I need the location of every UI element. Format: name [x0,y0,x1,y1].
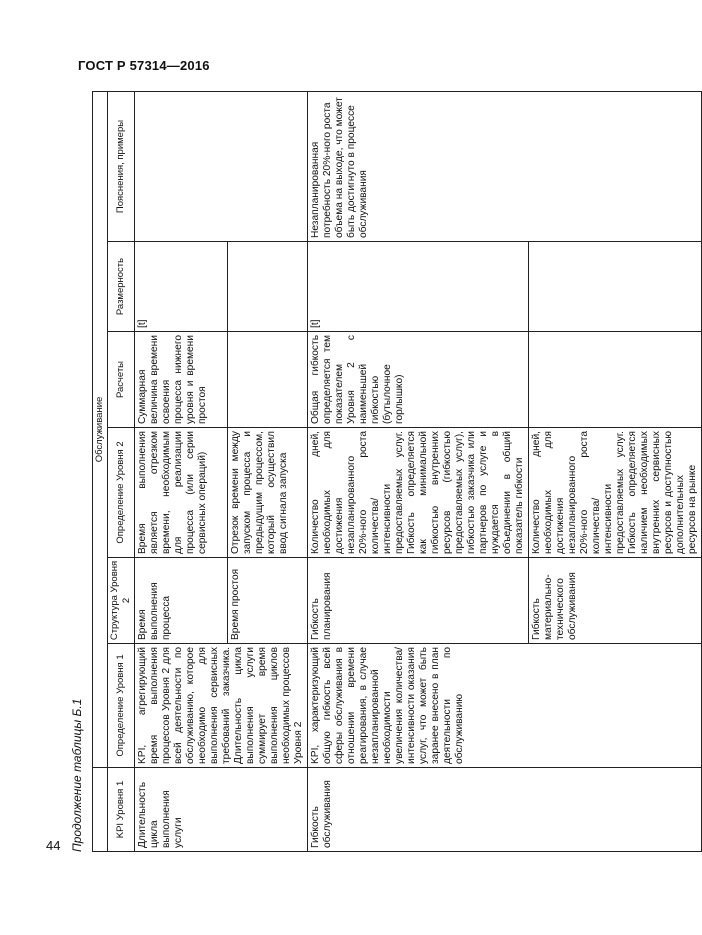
kpi-level1-cell: Гибкость обслуживания [308,768,702,852]
structure-level2-cell: Гибкость планирования [308,558,529,644]
table-row [308,91,529,851]
column-header: Размерность [108,242,135,332]
definition-level2-cell: Количество дней, необходимых для достижения незапланированного 20%-ного роста количества/интенсивности предоставляемых услуг. Гибкость определяется наличием необходимых внутренних сервисных ресурсов и доступностью дополнительных ресурсов на рынке [529,428,702,558]
unit-cell [529,242,702,332]
structure-level2-cell: Время простоя [228,558,308,644]
calculation-cell: Суммарная величина времени освоения процесса нижнего уровня и времени простоя [135,332,228,428]
unit-cell: [t] [135,242,228,332]
column-header: Определение Уровня 2 [108,428,135,558]
definition-level2-cell: Количество дней, необходимых для достижения незапланированного 20%-ного роста количества/интенсивности предоставляемых услуг. Гибкость определяется как минимальной гибкостью внутренних ресурсов (гибкостью предоставляемых услуг), гибкостью заказчика или партнеров по услуге и нуждается в объединении в общий показатель гибкости [308,428,529,558]
notes-cell [135,91,308,241]
group-header-spacer [93,768,108,852]
calculation-cell [529,332,702,428]
rotated-table-area [70,92,698,852]
calculation-cell [228,332,308,428]
unit-cell [228,242,308,332]
definition-level2-cell: Отрезок времени между запуском процесса и предыдущим процессом, который осуществил ввод сигнала запуска [228,428,308,558]
structure-level2-cell: Гибкость материально-технического обслуживания [529,558,702,644]
page-number: 44 [46,838,61,853]
kpi-table [92,91,702,852]
column-header: Определение Уровня 1 [108,644,135,768]
column-header: Расчеты [108,332,135,428]
definition-level2-cell: Время выполнения является отрезком времени, необходимым для реализации процесса (или серии сервисных операций) [135,428,228,558]
structure-level2-cell: Время выполнения процесса [135,558,228,644]
column-header: Структура Уровня 2 [108,558,135,644]
group-header: Обслуживание [93,91,108,767]
definition-level1-cell: KPI, агрегирующий время выполнения процессов Уровня 2 для всей деятельности по обслуживанию, которое необходимо для выполнения сервисных требований заказчика. Длительность цикла выполнения услуги суммирует время выполнения циклов необходимых процессов Уровня 2 [135,644,308,768]
table-caption: Продолжение таблицы Б.1 [70,698,84,852]
kpi-level1-cell: Длительность цикла выполнения услуги [135,768,308,852]
calculation-cell: Общая гибкость определяется тем показателем Уровня 2 с наименьшей гибкостью (бутылочное горлышко) [308,332,529,428]
unit-cell: [t] [308,242,529,332]
definition-level1-cell: KPI, характеризующий общую гибкость всей сферы обслуживания в отношении времени реагирования, в случае незапланированной необходимости увеличения количества/интенсивности оказания услуг, что может быть заранее внесено в план деятельности по обслуживанию [308,644,702,768]
notes-cell: Незапланированная потребность 20%-ного роста объема на выходе, что может быть достигнуто в процессе обслуживания [308,91,702,241]
document-header: ГОСТ Р 57314—2016 [78,58,210,73]
table-row [135,91,228,851]
column-header: KPI Уровня 1 [108,768,135,852]
column-header: Пояснения, примеры [108,91,135,241]
